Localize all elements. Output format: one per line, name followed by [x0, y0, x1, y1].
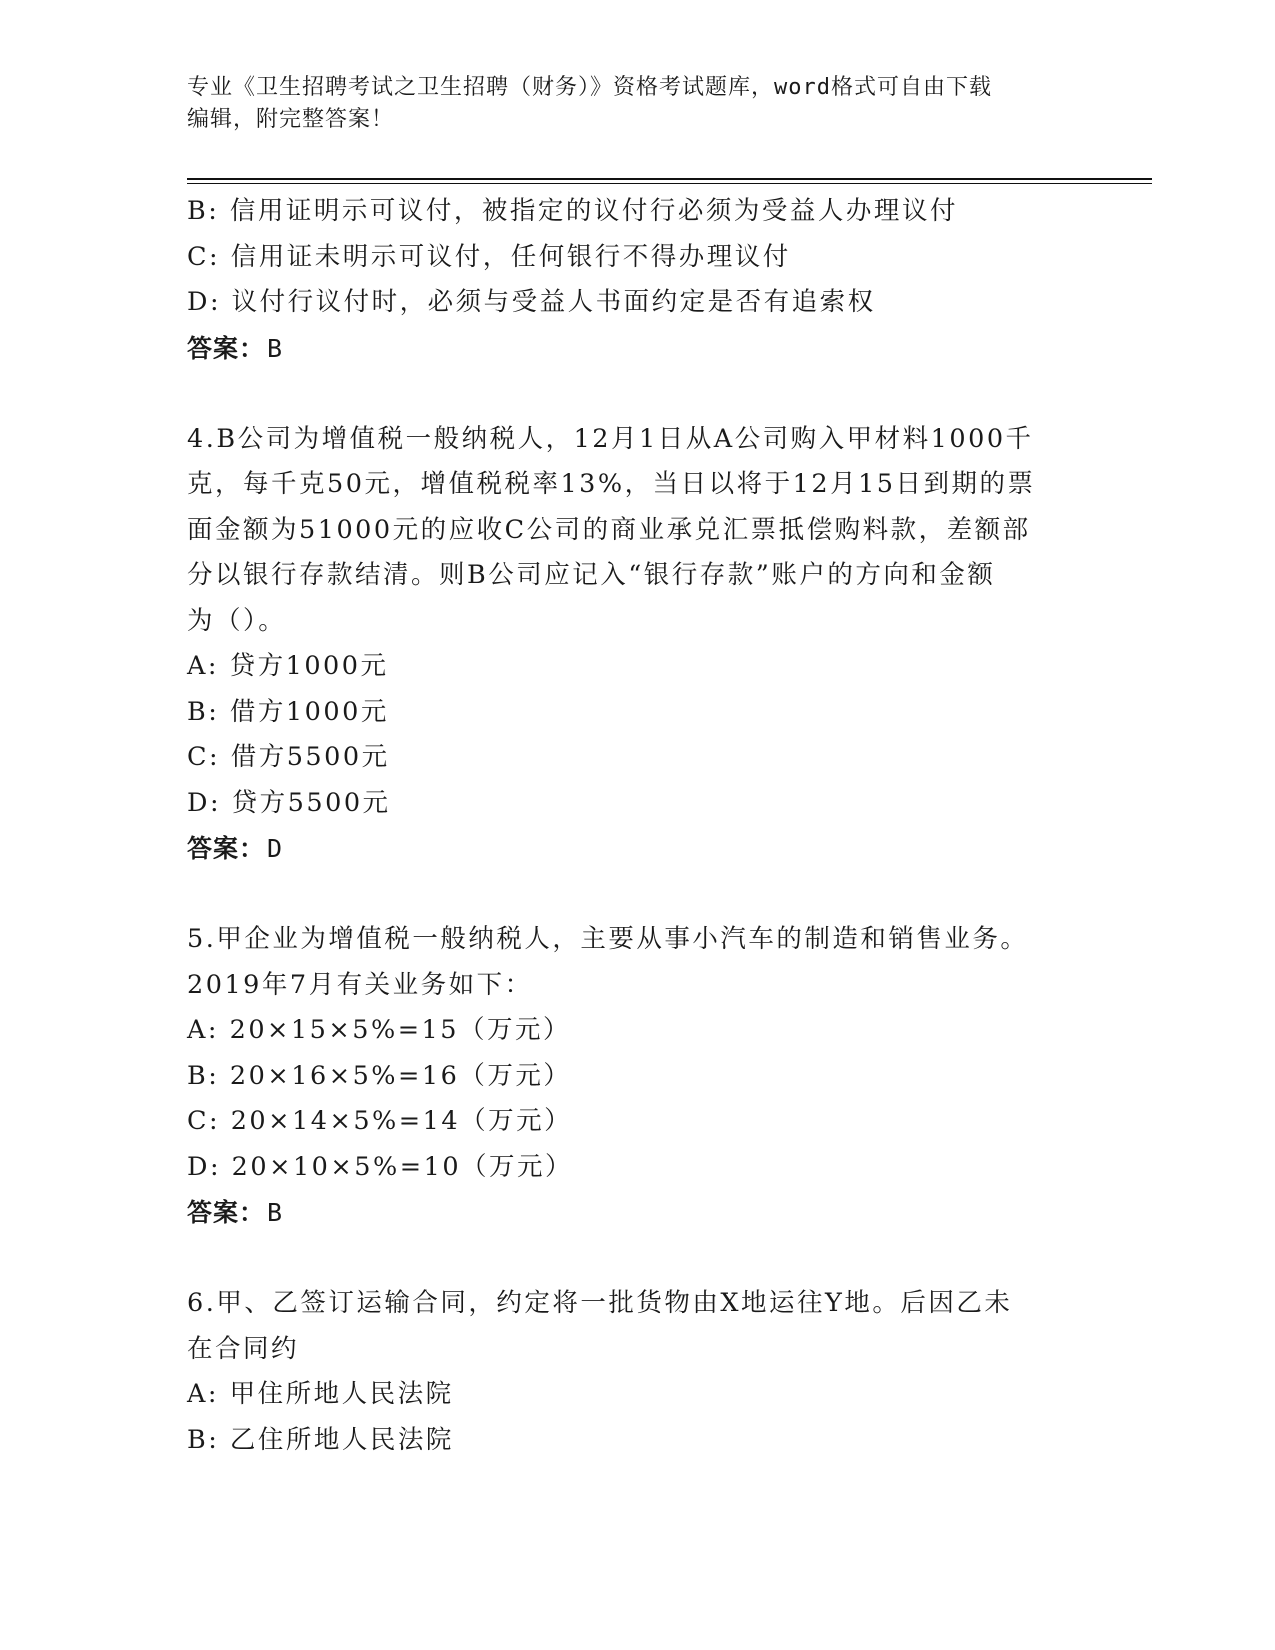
q3-answer-label: 答案：	[187, 333, 266, 363]
q4-answer	[187, 826, 1087, 872]
question-content	[187, 189, 1087, 1463]
q4-stem-line: 面金额为51000元的应收C公司的商业承兑汇票抵偿购料款，差额部	[187, 514, 1031, 545]
header-divider-thin	[187, 183, 1152, 184]
q4-option-a: A: 贷方1000元	[187, 651, 389, 681]
q5-answer-label: 答案：	[187, 1198, 266, 1227]
spacer	[187, 872, 1087, 918]
q4-answer-label: 答案：	[187, 834, 266, 863]
question-4	[187, 417, 1087, 872]
question-6	[187, 1281, 1087, 1463]
q5-option-c: C: 20×14×5%=14（万元）	[187, 1106, 573, 1136]
q4-option-b: B: 借方1000元	[187, 696, 389, 727]
q5-option-a: A: 20×15×5%=15（万元）	[187, 1015, 572, 1045]
q4-stem-line: 4.B公司为增值税一般纳税人，12月1日从A公司购入甲材料1000千	[187, 423, 1034, 454]
question-5	[187, 917, 1087, 1236]
q5-answer-value: B	[267, 1198, 284, 1227]
q4-option-c: C: 借方5500元	[187, 742, 390, 772]
q6-stem-line: 在合同约	[187, 1333, 300, 1364]
header-line-2: 编辑，附完整答案！	[187, 107, 395, 132]
q5-stem-line: 5.甲企业为增值税一般纳税人，主要从事小汽车的制造和销售业务。	[187, 924, 1029, 954]
q6-option-a: A: 甲住所地人民法院	[187, 1379, 454, 1409]
q5-stem-line: 2019年7月有关业务如下：	[187, 969, 533, 1000]
q3-option-b: B: 信用证明示可议付，被指定的议付行必须为受益人办理议付	[187, 196, 958, 226]
spacer	[187, 371, 1087, 417]
q6-option-b: B: 乙住所地人民法院	[187, 1424, 454, 1455]
q4-answer-value: D	[267, 834, 284, 863]
q3-answer-value: B	[267, 333, 284, 363]
q5-option-b: B: 20×16×5%=16（万元）	[187, 1060, 572, 1091]
q5-option-d: D: 20×10×5%=10（万元）	[187, 1151, 574, 1182]
q3-answer	[187, 326, 1087, 372]
header-line-1: 专业《卫生招聘考试之卫生招聘（财务）》资格考试题库，word格式可自由下载	[187, 75, 992, 100]
q3-option-c: C: 信用证未明示可议付，任何银行不得办理议付	[187, 241, 791, 272]
q4-stem-line: 分以银行存款结清。则B公司应记入“银行存款”账户的方向和金额	[187, 560, 996, 590]
q4-stem-line: 克，每千克50元，增值税税率13%，当日以将于12月15日到期的票	[187, 469, 1036, 499]
question-3-tail	[187, 189, 1087, 371]
q4-option-d: D: 贷方5500元	[187, 787, 391, 818]
page-header	[187, 72, 1087, 136]
spacer	[187, 1236, 1087, 1282]
header-divider-thick	[187, 178, 1152, 180]
q6-stem-line: 6.甲、乙签订运输合同，约定将一批货物由X地运往Y地。后因乙未	[187, 1288, 1013, 1318]
q3-option-d: D: 议付行议付时，必须与受益人书面约定是否有追索权	[187, 287, 876, 317]
q5-answer	[187, 1190, 1087, 1236]
q4-stem-line: 为（）。	[187, 605, 287, 636]
